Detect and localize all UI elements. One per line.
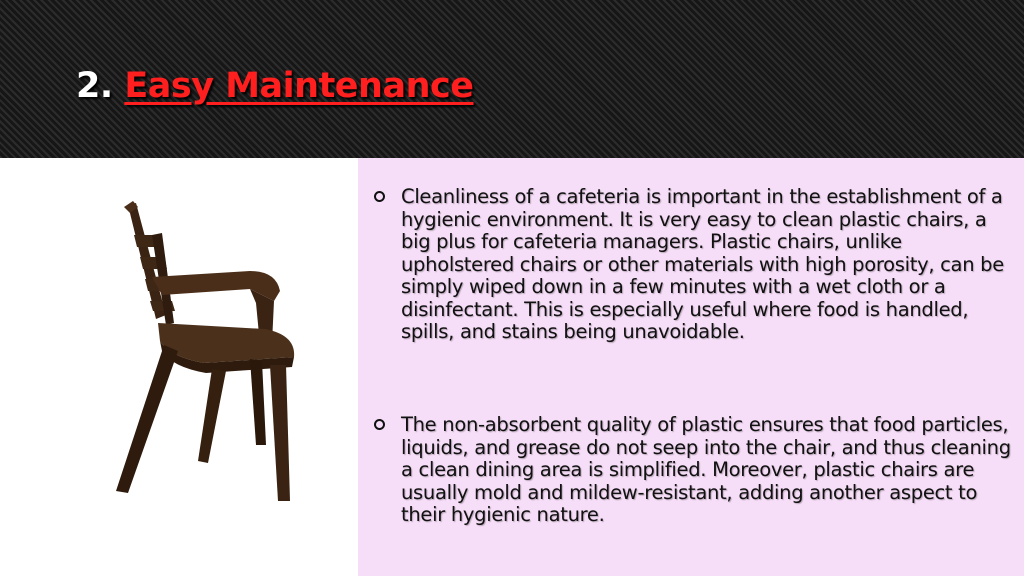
slide-header bbox=[0, 0, 1024, 158]
title-number: 2. bbox=[76, 66, 113, 106]
slide-title bbox=[76, 66, 473, 106]
plastic-chair-image bbox=[100, 195, 310, 510]
bullet-circle-icon bbox=[374, 419, 385, 430]
bullet-item bbox=[374, 414, 1014, 527]
bullet-circle-icon bbox=[374, 191, 385, 202]
content-panel bbox=[358, 158, 1024, 576]
bullet-text: Cleanliness of a cafeteria is important in the establishment of a hygienic environment. It is very easy to clean plastic chairs, a big plus for cafeteria managers. Plastic chairs, unlike upholstered chairs or other materials with high porosity, can be simply wiped down in a few minutes with a wet cloth or a disinfectant. This is especially useful where food is handled, spills, and stains being unavoidable. bbox=[401, 185, 1004, 343]
bullet-text: The non-absorbent quality of plastic ensures that food particles, liquids, and grease do not seep into the chair, and thus cleaning a clean dining area is simplified. Moreover, plastic chairs are usually mold and mildew-resistant, adding another aspect to their hygienic nature. bbox=[401, 413, 1011, 526]
title-text: Easy Maintenance bbox=[124, 66, 474, 106]
bullet-item bbox=[374, 186, 1014, 344]
